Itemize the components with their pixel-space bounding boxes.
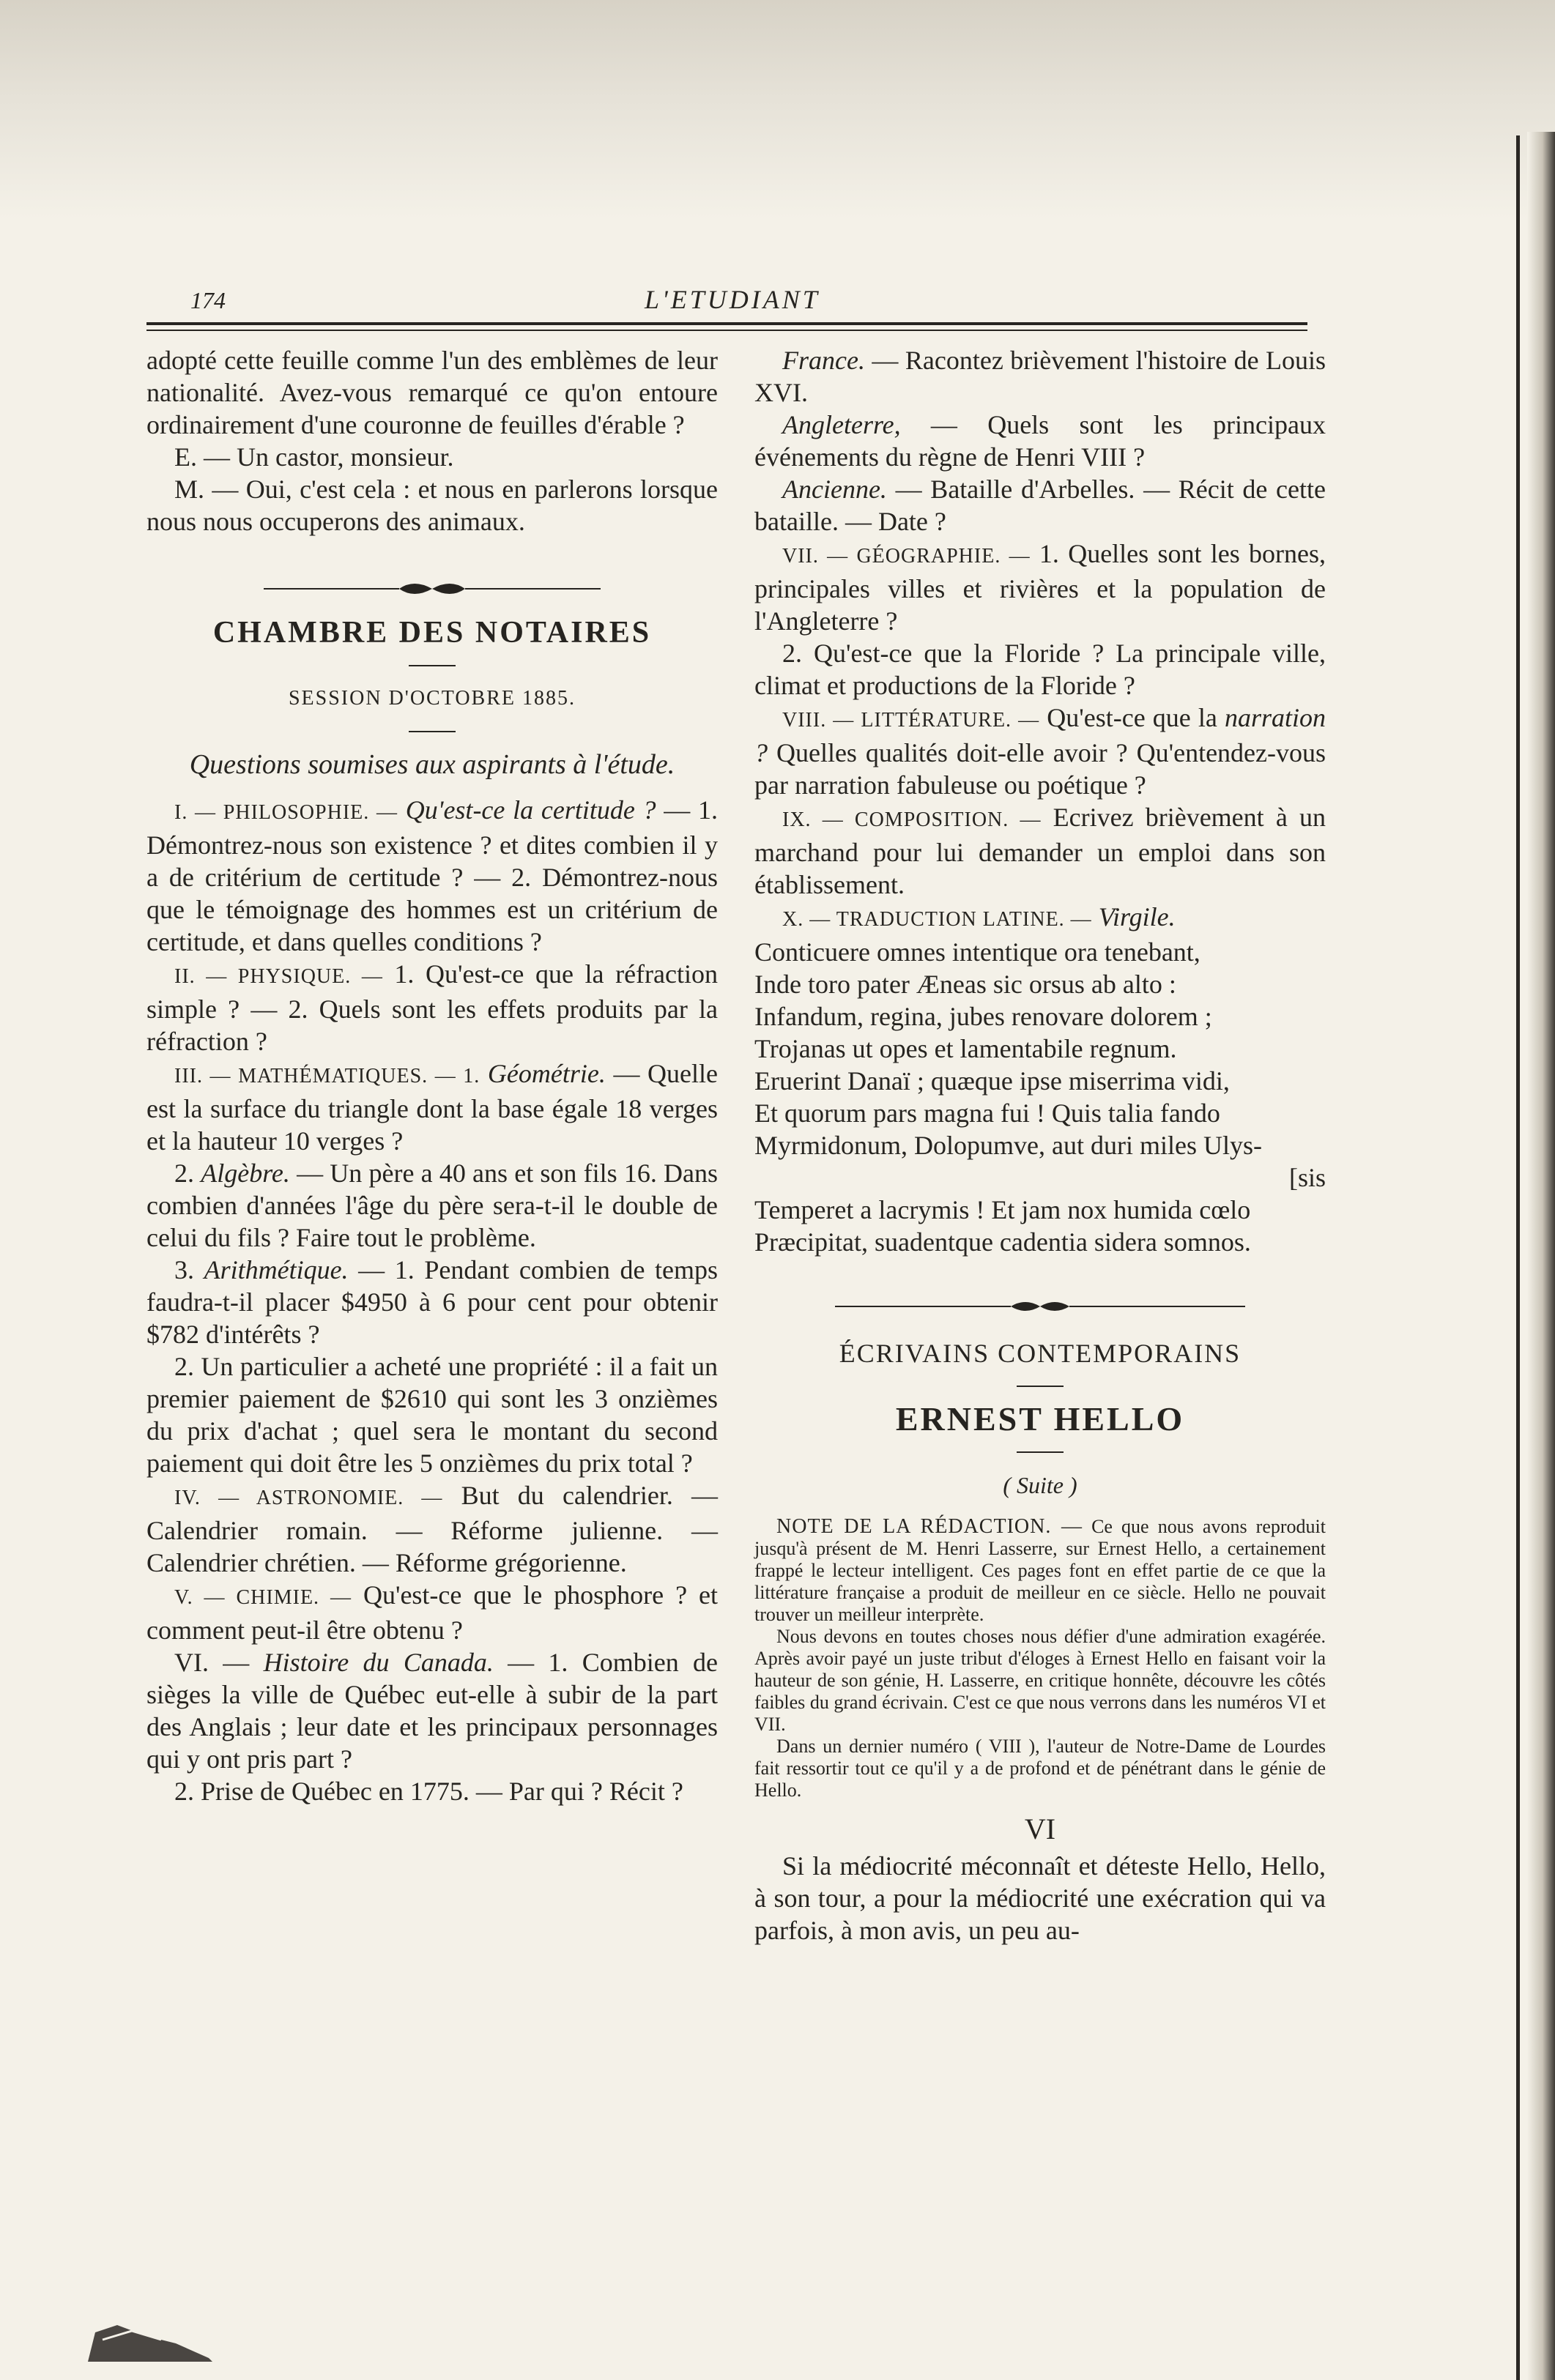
short-rule [409, 665, 456, 666]
corner-ink-mark [88, 2303, 212, 2362]
ornament-divider [264, 574, 601, 603]
note-paragraph: Nous devons en toutes choses nous défier d'une admiration exagérée. Après avoir payé un juste tribut d'éloges à Ernest Hello en faisant voir la hauteur de son génie, H. Lasserre, en critique honnête, découvre les côtés faibles du grand écrivain. C'est ce que nous verrons dans les numéros VI et VII. [754, 1626, 1326, 1735]
question-topic: Ancienne. [782, 475, 887, 504]
short-rule [1017, 1386, 1064, 1387]
question-topic: narration ? [754, 703, 1326, 767]
question-topic: Qu'est-ce la certitude ? [405, 795, 656, 825]
question-head: III. — MATHÉMATIQUES. — 1. [174, 1065, 480, 1087]
questions-title: Questions soumises aux aspirants à l'étude. [189, 749, 675, 780]
verse-line: Præcipitat, suadentque cadentia sidera somnos. [754, 1227, 1251, 1257]
chapter-number: VI [1024, 1812, 1056, 1845]
page-edge-shadow [1527, 132, 1555, 2380]
left-column [146, 344, 718, 1807]
section-title: CHAMBRE DES NOTAIRES [212, 616, 652, 650]
latin-verse [754, 936, 1326, 1258]
question-paragraph: 2. Qu'est-ce que la Floride ? La principale ville, climat et productions de la Floride ? [754, 639, 1326, 700]
verse-line: Eruerint Danaï ; quæque ipse miserrima vidi, [754, 1066, 1230, 1096]
question-topic: Algèbre. [201, 1159, 290, 1188]
question-number: 2. [174, 1159, 194, 1188]
question-paragraph [146, 1479, 718, 1579]
header-rule-thin [146, 330, 1307, 331]
question-text: — 1. Démontrez-nous son existence ? et dites combien il y a de critérium de certitude ? — 2. Démontrez-nous que le témoignage des hommes est un critérium de certitude, et dans quelles conditions ? [146, 795, 719, 956]
verse-line: Inde toro pater Æneas sic orsus ab alto : [754, 970, 1176, 999]
question-paragraph [754, 702, 1326, 801]
question-head: V. — CHIMIE. — [174, 1586, 352, 1609]
paragraph: E. — Un castor, monsieur. [174, 442, 454, 472]
question-topic: Histoire du Canada. [263, 1648, 494, 1677]
question-paragraph [754, 473, 1326, 538]
question-paragraph [754, 901, 1326, 936]
question-head: VIII. — LITTÉRATURE. — [782, 709, 1040, 732]
running-title: L'ETUDIANT [645, 285, 820, 314]
question-paragraph [754, 538, 1326, 637]
note-label: NOTE DE LA RÉDACTION. — [776, 1515, 1083, 1538]
section-heading: ÉCRIVAINS CONTEMPORAINS [839, 1339, 1242, 1368]
question-text: — Un père a 40 ans et son fils 16. Dans combien d'années l'âge du père sera-t-il le double de celui du fils ? Faire tout le problème. [146, 1159, 719, 1252]
question-text: 1. Qu'est-ce que la réfraction simple ? — 2. Quels sont les effets produits par la réfraction ? [146, 959, 718, 1056]
short-rule [409, 731, 456, 732]
question-text: — Bataille d'Arbelles. — Récit de cette bataille. — Date ? [754, 475, 1326, 536]
question-number: 3. [174, 1255, 194, 1284]
question-text: But du calendrier. — Calendrier romain. — Réforme julienne. — Calendrier chrétien. — Réforme grégorienne. [146, 1481, 719, 1577]
question-text: Quelles qualités doit-elle avoir ? Qu'entendez-vous par narration fabuleuse ou poétique ? [754, 738, 1326, 800]
verse-line: Temperet a lacrymis ! Et jam nox humida cœlo [754, 1195, 1251, 1224]
question-paragraph [146, 1579, 718, 1646]
editorial-note [754, 1516, 1326, 1801]
question-head: II. — PHYSIQUE. — [174, 965, 383, 988]
verse-line: [sis [1288, 1163, 1326, 1192]
verse-line: Infandum, regina, jubes renovare dolorem ; [754, 1002, 1212, 1031]
question-text: Qu'est-ce que la [1047, 703, 1217, 732]
header-rule [146, 322, 1307, 325]
short-rule [1017, 1451, 1064, 1453]
question-paragraph: 2. Prise de Québec en 1775. — Par qui ? Récit ? [174, 1777, 683, 1806]
paragraph: M. — Oui, c'est cela : et nous en parlerons lorsque nous nous occuperons des animaux. [146, 475, 718, 536]
question-paragraph [146, 1646, 718, 1775]
question-text: — 1. Combien de sièges la ville de Québec eut-elle à subir de la part des Anglais ; leur date et les principaux personnages qui y ont pris part ? [146, 1648, 718, 1774]
verse-line: Et quorum pars magna fui ! Quis talia fando [754, 1098, 1220, 1128]
verse-line: Conticuere omnes intentique ora tenebant, [754, 937, 1200, 967]
question-text: Qu'est-ce que le phosphore ? et comment peut-il être obtenu ? [146, 1580, 718, 1645]
page-edge-line [1516, 135, 1520, 2380]
note-text: Ce que nous avons reproduit jusqu'à présent de M. Henri Lasserre, sur Ernest Hello, a certainement frappé le lecteur intelligent. Ces pages font en effet partie de ce que la littérature française a produit de meilleur en ce siècle. Hello ne pouvait trouver un meilleur interprète. [754, 1516, 1326, 1625]
question-text: Ecrivez brièvement à un marchand pour lui demander un emploi dans son établissement. [754, 803, 1326, 899]
question-topic: Angleterre, [782, 410, 901, 439]
question-head: VII. — GÉOGRAPHIE. — [782, 545, 1031, 568]
question-text: — Quelle est la surface du triangle dont la base égale 18 verges et la hauteur 10 verges ? [146, 1059, 718, 1156]
paragraph: adopté cette feuille comme l'un des emblèmes de leur nationalité. Avez-vous remarqué ce qu'on entoure ordinairement d'une couronne de feuilles d'érable ? [146, 346, 718, 439]
question-paragraph [754, 801, 1326, 901]
question-head: IV. — ASTRONOMIE. — [174, 1487, 443, 1509]
question-head: IX. — COMPOSITION. — [782, 808, 1042, 831]
question-paragraph [146, 794, 718, 958]
question-text: — Racontez brièvement l'histoire de Louis XVI. [754, 346, 1326, 407]
note-paragraph: Dans un dernier numéro ( VIII ), l'auteur de Notre-Dame de Lourdes fait ressortir tout ce qu'il y a de profond et de pénétrant dans le génie de Hello. [754, 1736, 1326, 1801]
question-topic: France. [782, 346, 865, 375]
question-head: VI. — [174, 1648, 250, 1677]
question-paragraph [146, 1057, 718, 1157]
question-topic: Géométrie. [487, 1059, 606, 1088]
question-paragraph [754, 344, 1326, 409]
question-head: X. — TRADUCTION LATINE. — [782, 908, 1092, 931]
question-paragraph [146, 1254, 718, 1350]
question-paragraph [146, 1157, 718, 1254]
scan-top-shading [0, 0, 1555, 220]
question-text: 1. Quelles sont les bornes, principales villes et rivières et la population de l'Angleterre ? [754, 539, 1326, 636]
question-head: I. — PHILOSOPHIE. — [174, 801, 398, 824]
paragraph: Si la médiocrité méconnaît et déteste Hello, Hello, à son tour, a pour la médiocrité une exécration qui va parfois, à mon avis, un peu au- [754, 1851, 1326, 1945]
question-text: — Quels sont les principaux événements du règne de Henri VIII ? [754, 410, 1326, 472]
question-paragraph [146, 958, 718, 1057]
question-topic: Arithmétique. [204, 1255, 349, 1284]
session-line: SESSION D'OCTOBRE 1885. [288, 687, 576, 710]
ornament-divider [835, 1292, 1245, 1321]
question-topic: Virgile. [1098, 902, 1176, 931]
right-column [754, 344, 1326, 1946]
question-paragraph [754, 409, 1326, 473]
suite-label: ( Suite ) [1003, 1472, 1077, 1498]
question-paragraph: 2. Un particulier a acheté une propriété : il a fait un premier paiement de $2610 qui sont les 3 onzièmes du prix d'achat ; quel sera le montant du second paiement qui doit être les 5 onzièmes du prix total ? [146, 1352, 718, 1478]
verse-line: Myrmidonum, Dolopumve, aut duri miles Ulys- [754, 1131, 1262, 1160]
author-name: ERNEST HELLO [895, 1400, 1185, 1438]
page-number: 174 [190, 287, 226, 313]
verse-line: Trojanas ut opes et lamentabile regnum. [754, 1034, 1177, 1063]
note-paragraph [754, 1516, 1326, 1626]
question-text: — 1. Pendant combien de temps faudra-t-il placer $4950 à 6 pour cent pour obtenir $782 d'intérêts ? [146, 1255, 719, 1349]
